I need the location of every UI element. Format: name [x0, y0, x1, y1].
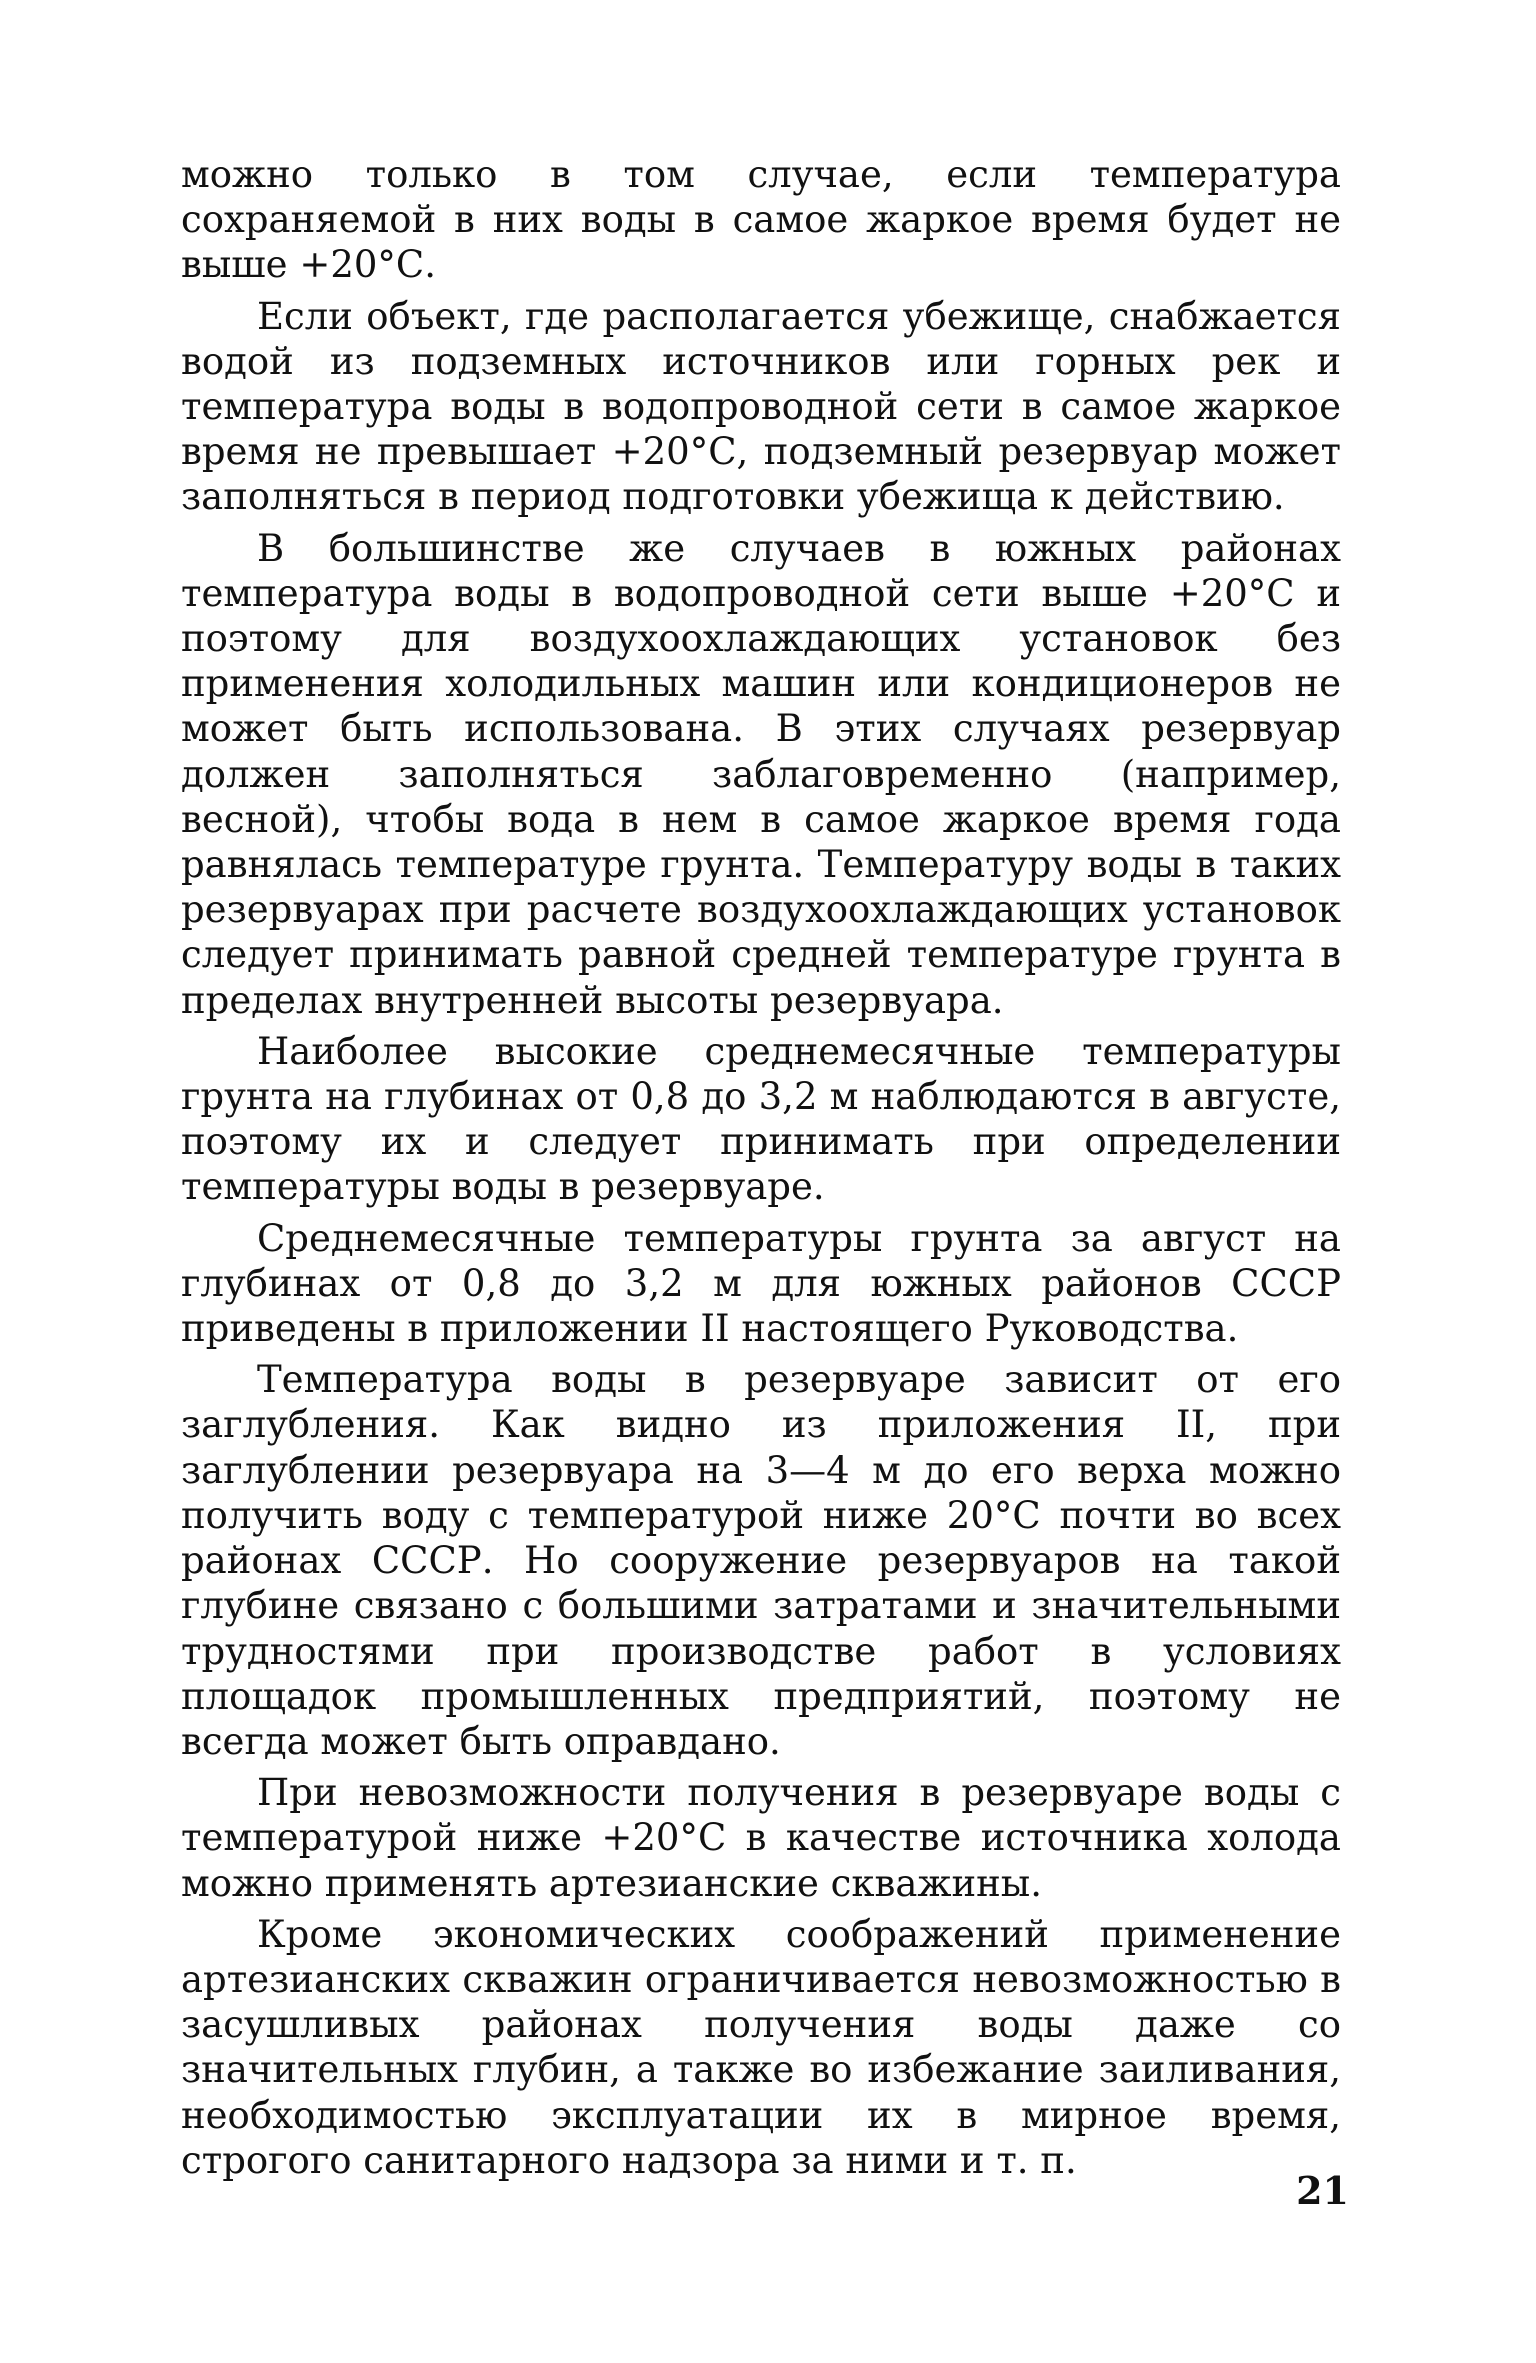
paragraph-continuation: можно только в том случае, если температура сохраняемой в них воды в самое жаркое время будет не выше +20°С.: [181, 153, 1341, 287]
paragraph-artesian-wells: При невозможности получения в резервуаре воды с температурой ниже +20°С в качестве источника холода можно применять артезианские скважины.: [181, 1771, 1341, 1905]
paragraph-southern-regions: В большинстве же случаев в южных районах температура воды в водопроводной сети выше +20°С и поэтому для воздухоохлаждающих установок без применения холодильных машин или кондиционеров не может быть использована. В этих случаях резервуар должен заполняться заблаговременно (например, весной), чтобы вода в нем в самое жаркое время года равнялась температуре грунта. Температуру воды в таких резервуарах при расчете воздухоохлаждающих установок следует принимать равной средней температуре грунта в пределах внутренней высоты резервуара.: [181, 526, 1341, 1022]
paragraph-artesian-limitations: Кроме экономических соображений применение артезианских скважин ограничивается невозможностью в засушливых районах получения воды даже со значительных глубин, а также во избежание заиливания, необходимостью эксплуатации их в мирное время, строгого санитарного надзора за ними и т. п.: [181, 1912, 1341, 2182]
paragraph-appendix-reference: Среднемесячные температуры грунта за август на глубинах от 0,8 до 3,2 м для южных районов СССР приведены в приложении II настоящего Руководства.: [181, 1216, 1341, 1351]
body-text: [181, 152, 1341, 2189]
paragraph-underground-sources: Если объект, где располагается убежище, снабжается водой из подземных источников или горных рек и температура воды в водопроводной сети в самое жаркое время не превышает +20°С, подземный резервуар может заполняться в период подготовки убежища к действию.: [181, 294, 1341, 519]
page-number: 21: [1296, 2168, 1349, 2213]
paragraph-reservoir-depth: Температура воды в резервуаре зависит от его заглубления. Как видно из приложения II, при заглублении резервуара на 3—4 м до его верха можно получить воду с температурой ниже 20°С почти во всех районах СССР. Но сооружение резервуаров на такой глубине связано с большими затратами и значительными трудностями при производстве работ в условиях площадок промышленных предприятий, поэтому не всегда может быть оправдано.: [181, 1358, 1341, 1763]
paragraph-august-temperatures: Наиболее высокие среднемесячные температуры грунта на глубинах от 0,8 до 3,2 м наблюдаются в августе, поэтому их и следует принимать при определении температуры воды в резервуаре.: [181, 1029, 1341, 1209]
